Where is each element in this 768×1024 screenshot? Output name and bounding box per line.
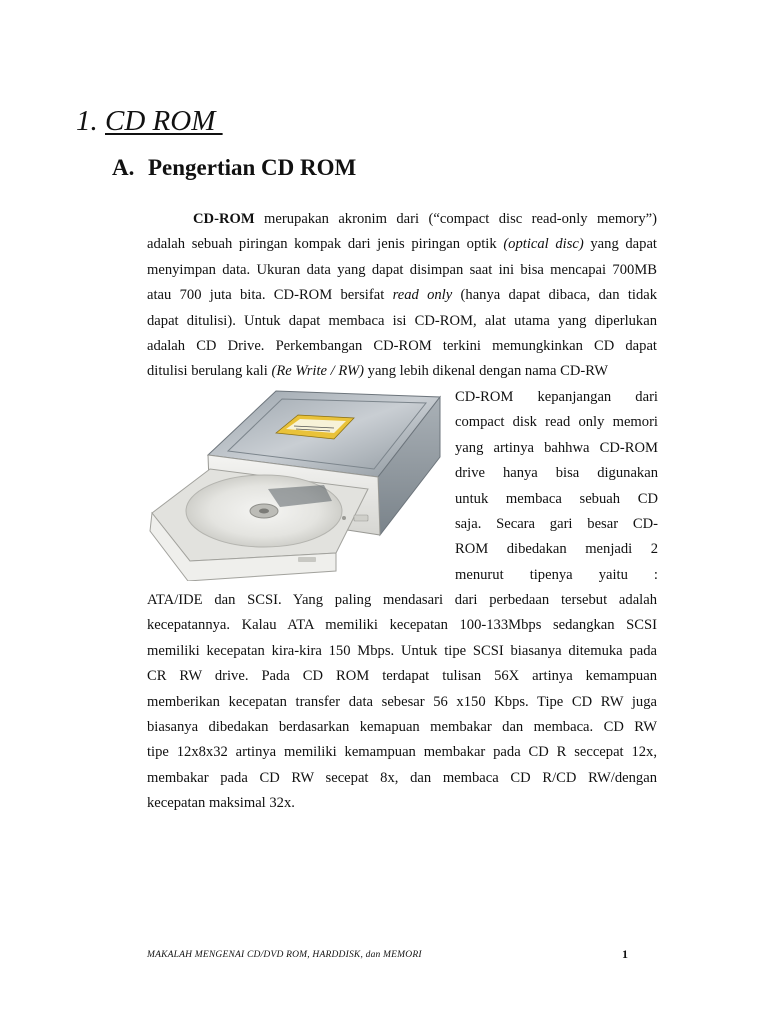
subsection-heading bbox=[112, 152, 356, 184]
paragraph-line: drive hanya bisa digunakan bbox=[455, 465, 658, 482]
paragraph-line: adalah sebuah piringan kompak dari jenis piringan optik (optical disc) yang dapat bbox=[147, 236, 657, 253]
page-number: 1 bbox=[622, 947, 628, 961]
paragraph-line: menyimpan data. Ukuran data yang dapat disimpan saat ini bisa mencapai 700MB bbox=[147, 261, 657, 278]
paragraph-line: ATA/IDE dan SCSI. Yang paling mendasari dari perbedaan tersebut adalah bbox=[147, 592, 657, 608]
intro-paragraph bbox=[147, 207, 657, 385]
paragraph-line: tipe 12x8x32 artinya memiliki kemampuan membakar pada CD R seccepat 12x, bbox=[147, 744, 657, 761]
paragraph-line: kecepatan maksimal 32x. bbox=[147, 795, 295, 812]
subsection-title: Pengertian CD ROM bbox=[148, 155, 357, 180]
cd-rom-drive-image bbox=[148, 385, 443, 581]
subsection-letter: A. bbox=[112, 155, 135, 180]
paragraph-line: membakar pada CD RW secepat 8x, dan membaca CD R/CD RW/dengan bbox=[147, 769, 657, 786]
paragraph-line: ditulisi berulang kali (Re Write / RW) yang lebih dikenal dengan nama CD-RW bbox=[147, 363, 608, 380]
body-paragraph bbox=[147, 588, 657, 817]
paragraph-line: dapat ditulisi). Untuk dapat membaca isi CD-ROM, alat utama yang diperlukan bbox=[147, 312, 657, 329]
term-cd-rom: CD-ROM bbox=[193, 211, 255, 227]
paragraph-line: kecepatannya. Kalau ATA memiliki kecepatan 100-133Mbps sedangkan SCSI bbox=[147, 617, 657, 634]
section-number: 1. bbox=[76, 105, 98, 137]
section-heading bbox=[76, 101, 223, 141]
section-title: CD ROM bbox=[105, 105, 223, 137]
paragraph-line: ROM dibedakan menjadi 2 bbox=[455, 541, 658, 558]
paragraph-line: CD-ROM merupakan akronim dari (“compact disc read-only memory”) bbox=[193, 211, 657, 227]
paragraph-line: atau 700 juta bita. CD-ROM bersifat read only (hanya dapat dibaca, dan tidak bbox=[147, 287, 658, 304]
paragraph-line: saja. Secara gari besar CD- bbox=[455, 515, 658, 532]
paragraph-line: adalah CD Drive. Perkembangan CD-ROM terkini memungkinkan CD dapat bbox=[147, 337, 657, 354]
paragraph-line: menurut tipenya yaitu : bbox=[455, 566, 658, 583]
paragraph-line: untuk membaca sebuah CD bbox=[455, 490, 658, 507]
paragraph-line: biasanya dibedakan berdasarkan kemapuan membakar dan membaca. CD RW bbox=[147, 718, 657, 735]
paragraph-line: compact disk read only memori bbox=[455, 414, 658, 431]
paragraph-line: yang artinya bahhwa CD-ROM bbox=[455, 439, 658, 456]
paragraph-line: CD-ROM kepanjangan dari bbox=[455, 389, 658, 405]
paragraph-line: memberikan kecepatan transfer data sebesar 56 x150 Kbps. Tipe CD RW juga bbox=[147, 693, 657, 710]
page-footer: MAKALAH MENGENAI CD/DVD ROM, HARDDISK, dan MEMORI bbox=[147, 950, 422, 960]
paragraph-line: memiliki kecepatan kira-kira 150 Mbps. Untuk tipe SCSI biasanya ditemuka pada bbox=[147, 642, 657, 659]
paragraph-line: CR RW drive. Pada CD ROM terdapat tulisan 56X artinya kemampuan bbox=[147, 668, 657, 685]
side-paragraph bbox=[455, 385, 658, 588]
